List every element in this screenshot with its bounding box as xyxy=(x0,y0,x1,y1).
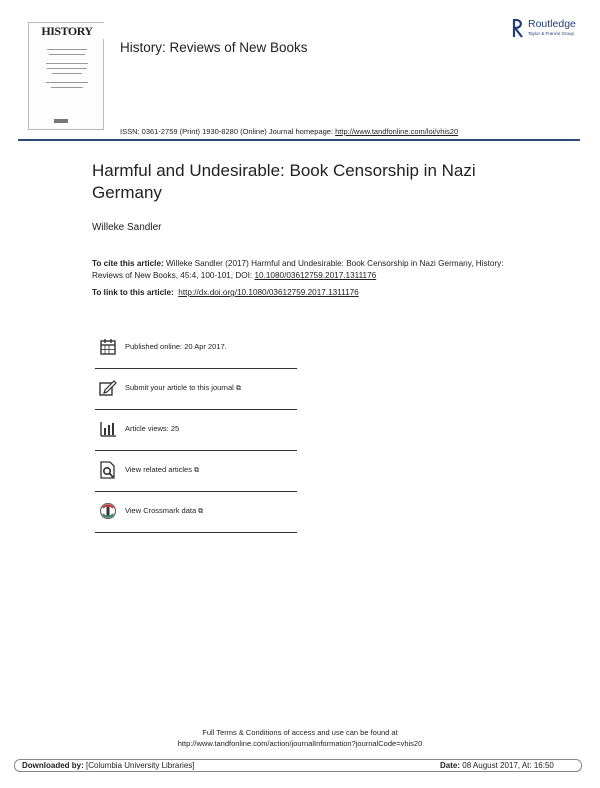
crossmark-label: View Crossmark data xyxy=(125,506,197,515)
article-views-row xyxy=(95,410,297,451)
downloaded-by xyxy=(22,761,194,770)
publisher-tagline: Taylor & Francis Group xyxy=(528,31,575,36)
journal-homepage-link[interactable]: http://www.tandfonline.com/loi/vhis20 xyxy=(335,127,459,136)
header-divider xyxy=(18,139,580,141)
citation-label: To cite this article: xyxy=(92,259,164,268)
issn-text: ISSN: 0361-2759 (Print) 1930-8280 (Online) Journal homepage: xyxy=(120,127,336,136)
cover-text-line xyxy=(47,49,87,50)
downloaded-by-value: [Columbia University Libraries] xyxy=(83,761,195,770)
doi-link[interactable]: 10.1080/03612759.2017.1311176 xyxy=(254,271,377,280)
downloaded-by-label: Downloaded by: xyxy=(22,761,84,770)
issn-line xyxy=(120,127,458,136)
related-articles-row[interactable] xyxy=(95,451,297,492)
submit-article-link[interactable] xyxy=(125,383,241,393)
cover-text-line xyxy=(49,54,85,55)
crossmark-icon xyxy=(99,502,117,520)
article-title: Harmful and Undesirable: Book Censorship in Nazi Germany xyxy=(92,161,476,202)
terms-url-link[interactable]: http://www.tandfonline.com/action/journalInformation?journalCode=vhis20 xyxy=(177,739,423,748)
download-date-value: 08 August 2017, At: 16:50 xyxy=(460,761,554,770)
related-articles-label: View related articles xyxy=(125,465,192,474)
published-date-text: Published online: 20 Apr 2017. xyxy=(125,342,227,351)
document-search-icon xyxy=(99,461,117,479)
article-views-text: Article views: 25 xyxy=(125,424,180,433)
journal-cover-image xyxy=(28,22,104,130)
submit-article-row[interactable] xyxy=(95,369,297,410)
crossmark-link[interactable] xyxy=(125,506,203,516)
cover-text-line xyxy=(46,82,88,83)
article-doi-url-link[interactable]: http://dx.doi.org/10.1080/03612759.2017.1311176 xyxy=(178,288,359,297)
related-articles-link[interactable] xyxy=(125,465,199,475)
terms-notice xyxy=(0,727,600,749)
journal-name: History: Reviews of New Books xyxy=(120,40,308,55)
citation-text: Willeke Sandler (2017) Harmful and Undesirable: Book Censorship in Nazi Germany, History: Reviews of New Books, 45:4, 100-101, DOI: xyxy=(92,259,504,280)
cover-masthead: HISTORY xyxy=(29,23,105,39)
terms-line: Full Terms & Conditions of access and use can be found at xyxy=(202,728,398,737)
download-date-label: Date: xyxy=(440,761,461,770)
cover-text-line xyxy=(51,87,83,88)
article-author: Willeke Sandler xyxy=(92,222,162,233)
crossmark-row[interactable] xyxy=(95,492,297,533)
published-row xyxy=(95,328,297,369)
external-link-icon: ⧉ xyxy=(193,467,199,474)
link-label: To link to this article: xyxy=(92,288,174,297)
bar-chart-icon xyxy=(99,420,117,438)
calendar-icon xyxy=(99,338,117,356)
citation-block xyxy=(92,258,512,282)
publisher-name: Routledge xyxy=(528,18,576,30)
cover-text-line xyxy=(46,63,88,64)
cover-text-line xyxy=(47,68,87,69)
download-date xyxy=(440,761,554,770)
submit-article-label: Submit your article to this journal xyxy=(125,383,234,392)
article-link-block xyxy=(92,288,359,297)
routledge-logo-icon xyxy=(511,17,525,39)
pencil-edit-icon xyxy=(99,379,117,397)
cover-text-line xyxy=(52,73,82,74)
external-link-icon: ⧉ xyxy=(198,508,204,515)
cover-publisher-logo xyxy=(54,119,68,123)
external-link-icon: ⧉ xyxy=(235,385,241,392)
